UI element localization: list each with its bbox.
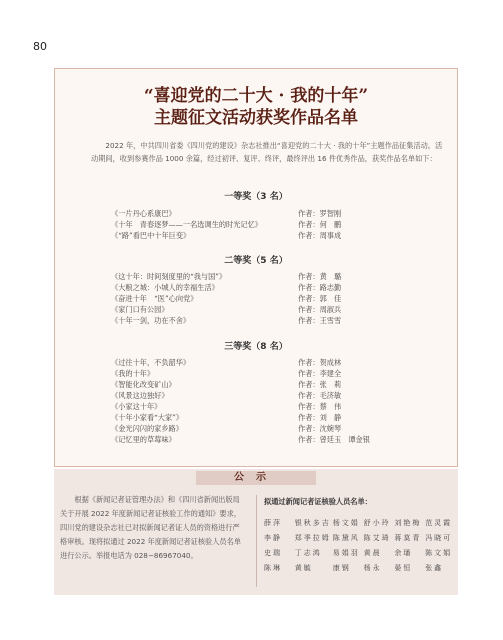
third-prize-entry bbox=[111, 402, 341, 412]
second-prize-entry bbox=[111, 294, 341, 304]
entry-title: 《十年 青春逐梦——一名选调生的时光记忆》 bbox=[111, 220, 262, 229]
candidate-name: 陈文娟 bbox=[425, 549, 453, 557]
entry-title: 《小家这十年》 bbox=[111, 402, 162, 411]
candidate-name: 余璠 bbox=[394, 549, 413, 557]
candidate-name-list bbox=[264, 518, 454, 573]
candidate-name: 范灵霞 bbox=[425, 519, 453, 527]
first-prize-entry bbox=[111, 209, 341, 219]
candidate-name: 黄毓 bbox=[294, 564, 313, 572]
entry-author: 作者：王雪雪 bbox=[298, 316, 342, 325]
entry-title: 《“路”看巴中十年巨变》 bbox=[111, 231, 191, 240]
first-prize-entry bbox=[111, 231, 341, 241]
candidate-name: 晏恒 bbox=[394, 564, 413, 572]
award-list-panel bbox=[54, 68, 458, 467]
award-title bbox=[55, 85, 457, 129]
third-prize-entry bbox=[111, 358, 341, 368]
award-title-line-1: “喜迎党的二十大 · 我的十年” bbox=[143, 86, 369, 106]
third-prize-heading: 三等奖（8 名） bbox=[224, 342, 288, 352]
entry-title: 《智能化改变矿山》 bbox=[111, 380, 176, 389]
entry-author: 作者：郭 佳 bbox=[298, 294, 342, 303]
second-prize-heading: 二等奖（5 名） bbox=[224, 256, 288, 266]
notice-panel bbox=[54, 469, 458, 595]
candidate-name: 陈黛风 bbox=[332, 534, 360, 542]
entry-title: 《风景这边独好》 bbox=[111, 391, 169, 400]
candidate-name: 舒小玲 bbox=[363, 519, 391, 527]
entry-title: 《奋进十年 “医”心向党》 bbox=[111, 294, 198, 303]
entry-author: 作者：曾廷玉 谭金银 bbox=[298, 435, 370, 444]
first-prize-heading: 一等奖（3 名） bbox=[224, 192, 288, 202]
third-prize-entry bbox=[111, 380, 341, 390]
candidate-name: 陈琳 bbox=[264, 564, 282, 572]
candidate-name: 史瑞 bbox=[264, 549, 282, 557]
entry-author: 作者：路志勤 bbox=[298, 283, 342, 292]
candidate-name: 薛萍 bbox=[264, 519, 282, 527]
entry-author: 作者：张 莉 bbox=[298, 380, 342, 389]
notice-text: 根据《新闻记者证管理办法》和《四川省新闻出版局关于开展 2022 年度新闻记者证核验工作的通知》要求，四川党的建设杂志社已对拟新闻记者证人员的资格进行严格审核。现将拟通过 2022 年度新闻记者证核验人员名单进行公示。举报电话为 028−86967040。 bbox=[60, 495, 241, 560]
entry-author: 作者：毛济敏 bbox=[298, 391, 342, 400]
entry-author: 作者：蔡 伟 bbox=[298, 402, 342, 411]
candidate-name: 银秋多吉 bbox=[294, 519, 331, 527]
entry-title: 《我的十年》 bbox=[111, 369, 155, 378]
candidate-name: 丁志鸿 bbox=[294, 549, 322, 557]
first-prize-entry bbox=[111, 220, 341, 230]
entry-author: 作者：贺成林 bbox=[298, 358, 342, 367]
entry-author: 作者：周淑兵 bbox=[298, 305, 342, 314]
second-prize-entry bbox=[111, 272, 341, 282]
entry-title: 《家门口有公园》 bbox=[111, 305, 169, 314]
entry-title: 《记忆里的草莓味》 bbox=[111, 435, 176, 444]
entry-author: 作者：何 鹏 bbox=[298, 220, 342, 229]
candidate-name: 郑季拉姆 bbox=[294, 534, 331, 542]
entry-author: 作者：周事成 bbox=[298, 231, 342, 240]
candidate-name: 李静 bbox=[264, 534, 282, 542]
candidate-name: 蒋莫青 bbox=[394, 534, 422, 542]
page-number: 80 bbox=[33, 40, 47, 53]
entry-title: 《金光闪闪的家乡路》 bbox=[111, 424, 183, 433]
candidate-name: 冯晓可 bbox=[425, 534, 453, 542]
candidate-name: 黄晨 bbox=[363, 549, 382, 557]
entry-author: 作者：刘 静 bbox=[298, 413, 342, 422]
candidate-name: 康钢 bbox=[332, 564, 351, 572]
second-prize-entry bbox=[111, 316, 341, 326]
candidate-name: 杨文娟 bbox=[332, 519, 360, 527]
notice-title: 公示 bbox=[196, 471, 316, 485]
entry-author: 作者：罗智刚 bbox=[298, 209, 342, 218]
entry-author: 作者：沈婉琴 bbox=[298, 424, 342, 433]
second-prize-entry bbox=[111, 283, 341, 293]
award-title-line-2: 主题征文活动获奖作品名单 bbox=[154, 108, 358, 128]
candidate-name: 刘艳梅 bbox=[394, 519, 422, 527]
third-prize-entry bbox=[111, 435, 370, 445]
entry-title: 《一片丹心系康巴》 bbox=[111, 209, 176, 218]
third-prize-entry bbox=[111, 424, 341, 434]
second-prize-entry bbox=[111, 305, 341, 315]
candidate-name: 陈艾琦 bbox=[363, 534, 391, 542]
third-prize-entry bbox=[111, 413, 341, 423]
third-prize-entry bbox=[111, 369, 341, 379]
entry-title: 《这十年：时间刻度里的“我与国”》 bbox=[111, 272, 227, 281]
candidate-name: 杨永 bbox=[363, 564, 382, 572]
entry-title: 《十年小家看“大家”》 bbox=[111, 413, 184, 422]
candidate-name: 张鑫 bbox=[425, 564, 444, 572]
entry-author: 作者：李建全 bbox=[298, 369, 342, 378]
award-intro: 2022 年，中共四川省委《四川党的建设》杂志社推出“喜迎党的二十大 · 我的十年”主题作品征集活动。活动期间，收到参赛作品 1000 余篇，经过初评、复评、终评，最终评出 16 件优秀作品，获奖作品名单如下： bbox=[91, 141, 443, 163]
candidate-name: 易娟羽 bbox=[332, 549, 360, 557]
entry-title: 《十年一剑，功在不舍》 bbox=[111, 316, 191, 325]
third-prize-entry bbox=[111, 391, 341, 401]
candidates-label: 拟通过新闻记者证核验人员名单： bbox=[264, 497, 372, 506]
entry-title: 《大粮之城：小城人的幸福生活》 bbox=[111, 283, 219, 292]
entry-title: 《过往十年，不负韶华》 bbox=[111, 358, 191, 367]
notice-divider bbox=[256, 495, 257, 587]
entry-author: 作者：黄 璐 bbox=[298, 272, 342, 281]
